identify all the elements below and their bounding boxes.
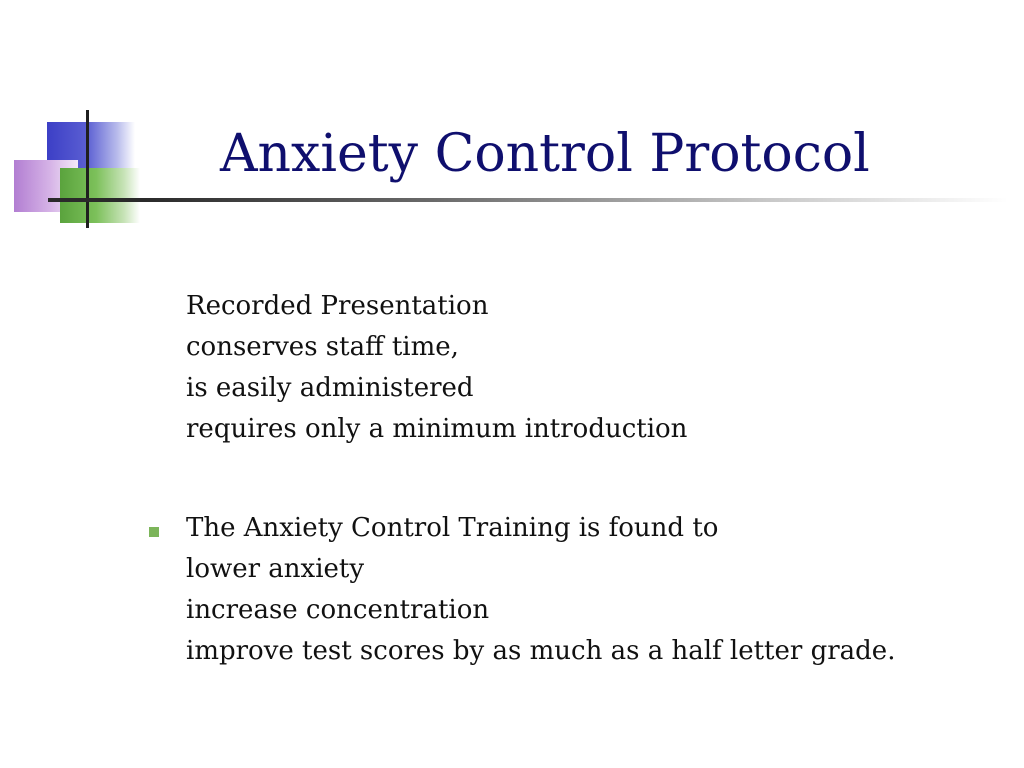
logo-green-square bbox=[60, 168, 140, 223]
text-line: conserves staff time, bbox=[186, 332, 459, 362]
title-underline-rule bbox=[48, 198, 1008, 202]
bullet-square-icon bbox=[149, 527, 159, 537]
text-block-recorded-presentation bbox=[186, 286, 1006, 450]
text-line: requires only a minimum introduction bbox=[186, 414, 688, 444]
slide-title: Anxiety Control Protocol bbox=[220, 124, 870, 184]
text-line: Recorded Presentation bbox=[186, 291, 489, 321]
text-line: increase concentration bbox=[186, 595, 490, 625]
text-line: improve test scores by as much as a half letter grade. bbox=[186, 636, 896, 666]
logo-vertical-line bbox=[86, 110, 89, 228]
text-line: lower anxiety bbox=[186, 554, 365, 584]
text-line: is easily administered bbox=[186, 373, 474, 403]
text-block-training-results bbox=[186, 508, 1006, 672]
text-line: The Anxiety Control Training is found to bbox=[186, 513, 719, 543]
